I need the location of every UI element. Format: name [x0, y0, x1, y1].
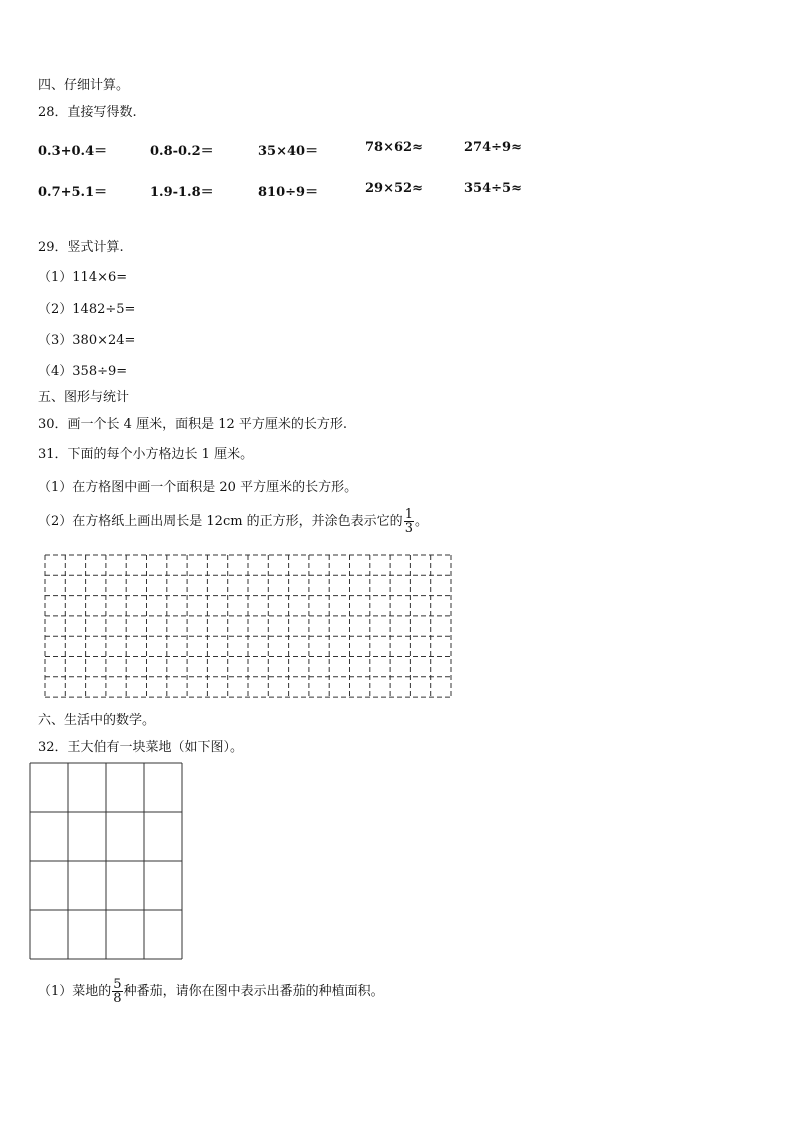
q28-row-2	[38, 181, 598, 199]
q32-sub-1-text: （1）菜地的	[38, 984, 112, 999]
q31-sub-2-end: 。	[414, 514, 428, 529]
q31-sub-2-text: （2）在方格纸上画出周长是 12cm 的正方形，并涂色表示它的	[38, 514, 403, 529]
fraction-numerator: 5	[113, 977, 122, 992]
section-six-title: 六、生活中的数学。	[38, 713, 156, 728]
q28-problem: 78×62≈	[365, 140, 423, 155]
q28-problem: 1.9-1.8＝	[150, 185, 214, 200]
q28-problem: 354÷5≈	[464, 181, 522, 196]
q28-problem: 35×40＝	[258, 144, 319, 159]
q28-problem: 0.3+0.4＝	[38, 144, 108, 159]
q28-row-1	[38, 140, 598, 158]
q31-sub-2	[38, 508, 428, 535]
q28-problem: 0.7+5.1＝	[38, 185, 108, 200]
q32-sub-1-end: 种番茄，请你在图中表示出番茄的种植面积。	[123, 984, 384, 999]
question-30-text: 30．画一个长 4 厘米，面积是 12 平方厘米的长方形.	[38, 417, 348, 432]
q28-problem: 0.8-0.2＝	[150, 144, 214, 159]
q28-problem: 810÷9＝	[258, 185, 319, 200]
fraction-numerator: 1	[404, 507, 413, 522]
dashed-square-grid[interactable]	[44, 554, 454, 700]
section-five-title: 五、图形与统计	[38, 390, 130, 405]
vegetable-plot-grid[interactable]	[29, 762, 183, 960]
fraction	[404, 508, 414, 535]
q28-problem: 29×52≈	[365, 181, 423, 196]
q29-item: （3）380×24=	[38, 333, 136, 348]
fraction-denominator: 3	[404, 521, 413, 536]
question-31-text: 31．下面的每个小方格边长 1 厘米。	[38, 447, 254, 462]
q29-item: （1）114×6=	[38, 270, 128, 285]
question-32-text: 32．王大伯有一块菜地（如下图）。	[38, 740, 244, 755]
q28-problem: 274÷9≈	[464, 140, 522, 155]
q29-item: （2）1482÷5=	[38, 302, 136, 317]
section-four-title: 四、仔细计算。	[38, 78, 130, 93]
q29-item: （4）358÷9=	[38, 364, 128, 379]
fraction	[112, 978, 122, 1005]
question-28-title: 28．直接写得数.	[38, 105, 137, 120]
q31-sub-1: （1）在方格图中画一个面积是 20 平方厘米的长方形。	[38, 480, 358, 495]
question-29-title: 29．竖式计算.	[38, 240, 124, 255]
fraction-denominator: 8	[113, 991, 122, 1006]
q32-sub-1	[38, 978, 384, 1005]
